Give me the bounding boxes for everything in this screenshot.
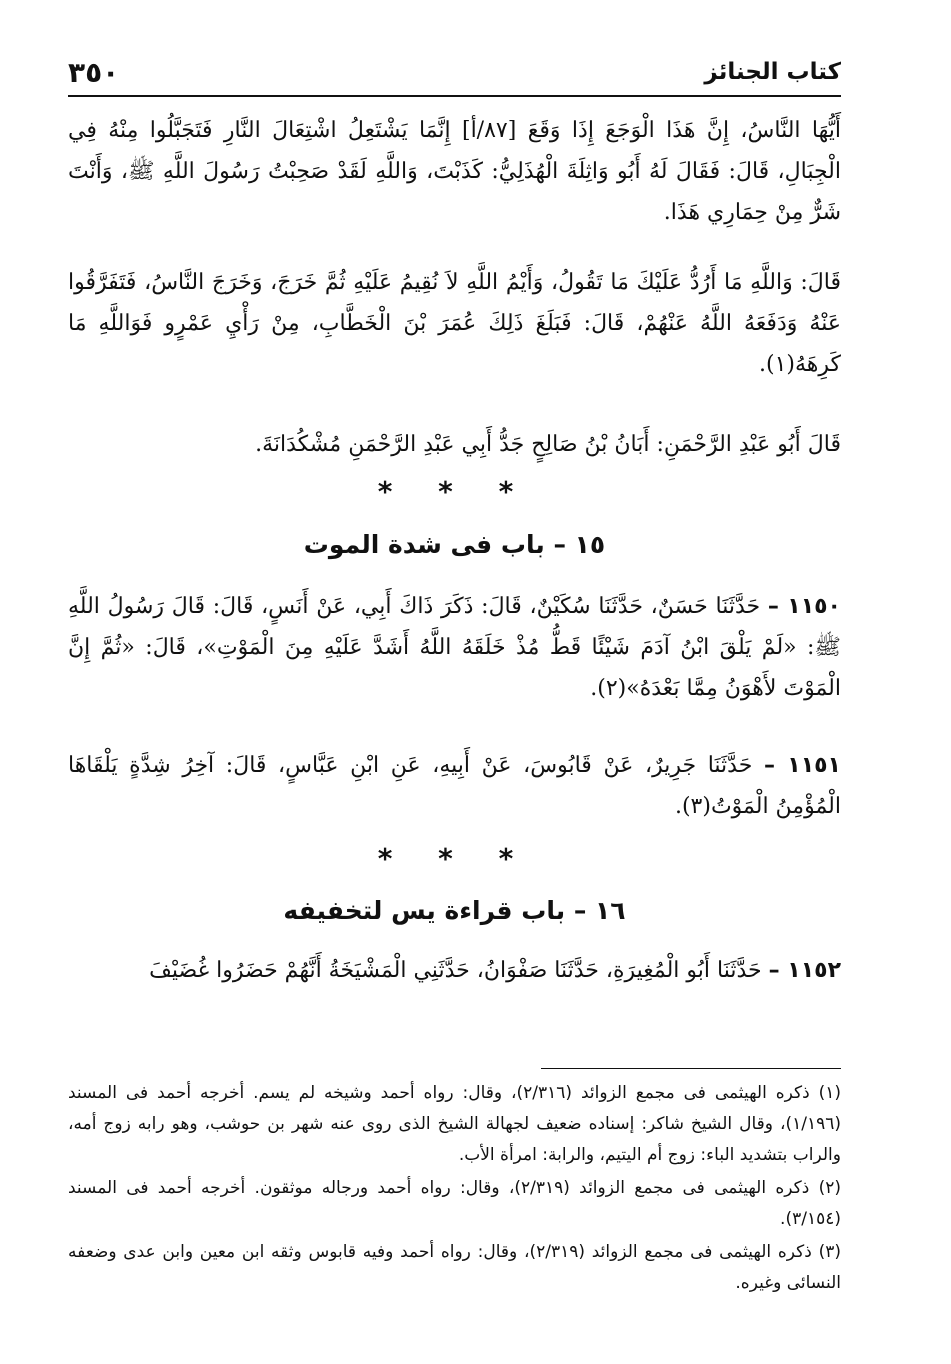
footnotes xyxy=(68,1078,841,1301)
section-separator: * * * xyxy=(377,475,532,508)
hadith-number: ١١٥١ – xyxy=(763,753,841,778)
header-divider xyxy=(68,95,841,97)
hadith-1151 xyxy=(68,745,841,827)
chapter-heading-16: ١٦ – باب قراءة يس لتخفيفه xyxy=(283,896,626,925)
hadith-1152 xyxy=(68,950,841,991)
hadith-number: ١١٥٢ – xyxy=(768,958,841,983)
footnote-3: (٣) ذكره الهيثمى فى مجمع الزوائد (٢/٣١٩)، وقال: رواه أحمد وفيه قابوس وثقه ابن معين وابن عدى وضعفه النسائى وغيره. xyxy=(68,1242,841,1293)
hadith-text: حَدَّثَنَا حَسَنٌ، حَدَّثَنَا سُكَيْنٌ، قَالَ: ذَكَرَ ذَاكَ أَبِي، عَنْ أَنَسٍ، قَالَ: قَالَ رَسُولُ اللَّهِ ﷺ: «لَمْ يَلْقَ ابْنُ آدَمَ شَيْئًا قَطُّ مُذْ خَلَقَهُ اللَّهُ أَشَدَّ عَلَيْهِ مِنَ الْمَوْتِ»، قَالَ: «ثُمَّ إِنَّ الْمَوْتَ لأَهْوَنُ مِمَّا بَعْدَهُ»(٢). xyxy=(68,594,841,701)
section-separator: * * * xyxy=(377,842,532,875)
hadith-1150 xyxy=(68,586,841,709)
paragraph-2: قَالَ: وَاللَّهِ مَا أَرُدُّ عَلَيْكَ مَا تَقُولُ، وَأَيْمُ اللَّهِ لاَ نُقِيمُ عَلَيْهِ ثُمَّ خَرَجَ، وَخَرَجَ النَّاسُ، فَتَفَرَّقُوا عَنْهُ وَدَفَعَهُ اللَّهُ عَنْهُمْ، قَالَ: فَبَلَغَ ذَلِكَ عُمَرَ بْنَ الْخَطَّابِ، مِنْ رَأْيِ عَمْرٍو فَوَاللَّهِ مَا كَرِهَهُ(١). xyxy=(68,270,841,377)
chapter-heading-15: ١٥ – باب فى شدة الموت xyxy=(303,530,606,559)
paragraph-1: أَيُّهَا النَّاسُ، إِنَّ هَذَا الْوَجَعَ إِذَا وَقَعَ [٨٧/أ] إِنَّمَا يَشْتَعِلُ اشْتِعَالَ النَّارِ فَتَجَبَّلُوا مِنْهُ فِي الْجِبَالِ، قَالَ: فَقَالَ لَهُ أَبُو وَاثِلَةَ الْهُذَلِيُّ: كَذَبْتَ، وَاللَّهِ لَقَدْ صَحِبْتُ رَسُولَ اللَّهِ ﷺ، وَأَنْتَ شَرٌّ مِنْ حِمَارِي هَذَا. xyxy=(68,118,841,225)
hadith-number: ١١٥٠ – xyxy=(767,594,841,619)
running-title: كتاب الجنائز xyxy=(704,59,841,85)
hadith-text: حَدَّثَنَا جَرِيرٌ، عَنْ قَابُوسَ، عَنْ أَبِيهِ، عَنِ ابْنِ عَبَّاسٍ، قَالَ: آخِرُ شِدَّةٍ يَلْقَاهَا الْمُؤْمِنُ الْمَوْتُ(٣). xyxy=(68,753,841,819)
page-number: ٣٥٠ xyxy=(68,55,120,89)
footnote-1: (١) ذكره الهيثمى فى مجمع الزوائد (٢/٣١٦)، وقال: رواه أحمد وشيخه لم يسم. أخرجه أحمد فى المسند (١/١٩٦)، وقال الشيخ شاكر: إسناده ضعيف لجهالة الشيخ الذى روى عنه شهر بن حوشب، وهو رابه زوج أمه، والراب بتشديد الباء: زوج أم اليتيم، والرابة: امرأة الأب. xyxy=(68,1083,842,1165)
footnote-2: (٢) ذكره الهيثمى فى مجمع الزوائد (٢/٣١٩)، وقال: رواه أحمد ورجاله موثقون. أخرجه أحمد فى المسند (٣/١٥٤). xyxy=(68,1178,841,1229)
footnote-divider xyxy=(541,1068,841,1069)
page-header xyxy=(68,50,841,94)
hadith-text: حَدَّثَنَا أَبُو الْمُغِيرَةِ، حَدَّثَنَا صَفْوَانُ، حَدَّثَنِي الْمَشْيَخَةُ أَنَّهُمْ حَضَرُوا غُضَيْفَ xyxy=(149,958,762,983)
paragraph-3: قَالَ أَبُو عَبْدِ الرَّحْمَنِ: أَبَانُ بْنُ صَالِحٍ جَدُّ أَبِي عَبْدِ الرَّحْمَنِ مُشْكُدَانَةَ. xyxy=(255,432,841,457)
